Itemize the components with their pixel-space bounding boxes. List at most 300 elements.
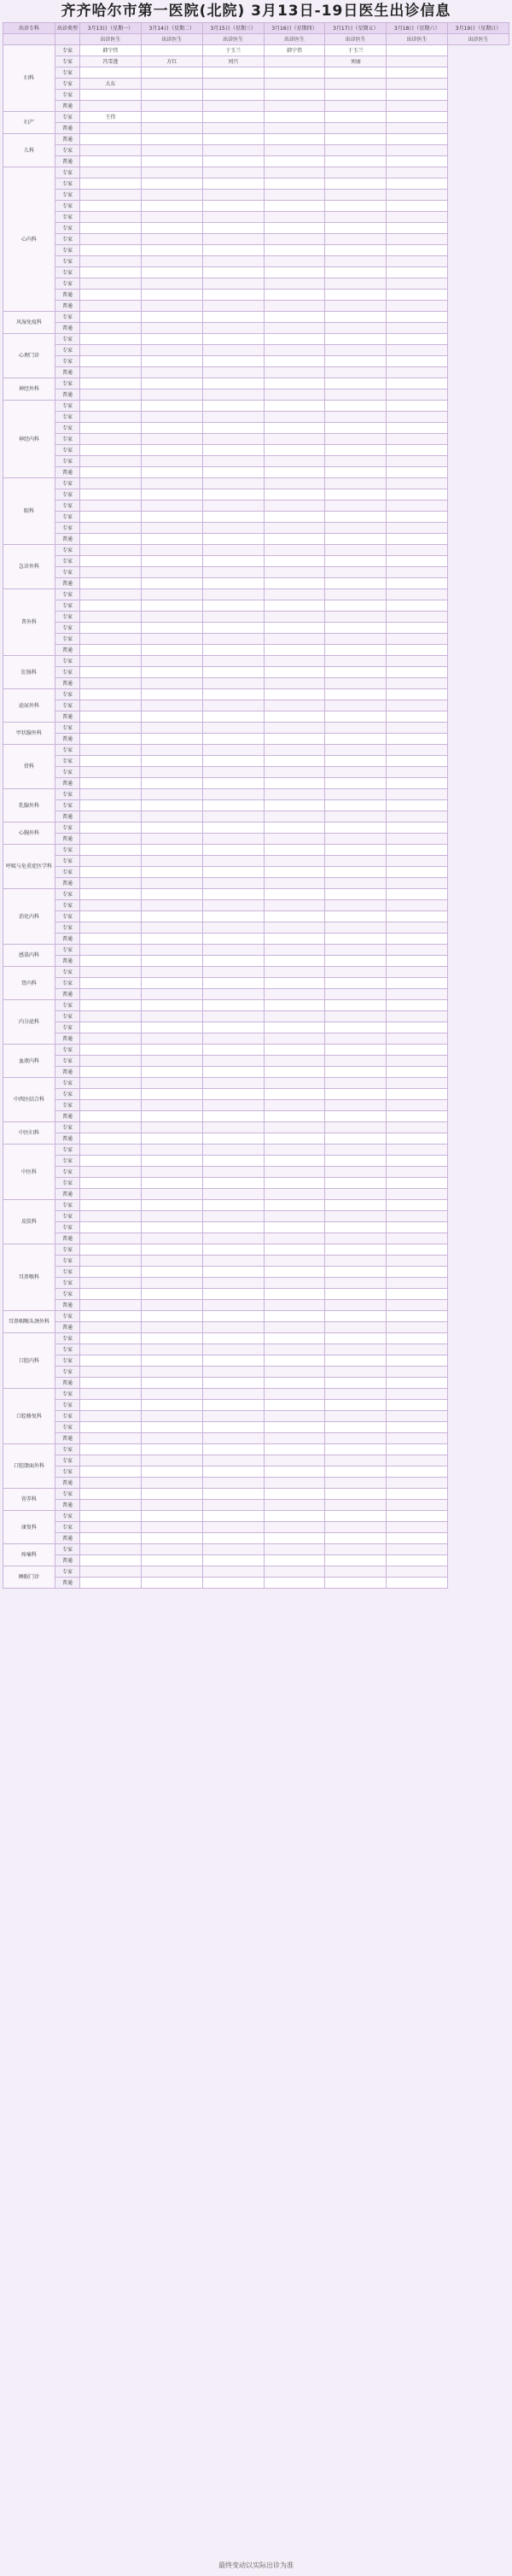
doctor-cell [80,501,142,512]
doctor-cell [387,1167,448,1178]
type-cell: 专家 [55,667,80,678]
table-row [3,967,509,978]
doctor-cell [80,1111,142,1122]
doctor-cell [325,911,387,922]
doctor-cell [325,389,387,401]
type-cell: 专家 [55,589,80,600]
doctor-cell [202,645,264,656]
schedule-table [3,22,509,1589]
doctor-cell [325,123,387,134]
doctor-cell [264,167,325,179]
doctor-cell [202,1067,264,1078]
doctor-cell [264,745,325,756]
table-row [3,1267,509,1278]
doctor-cell [80,978,142,989]
table-row [3,600,509,612]
doctor-cell [202,678,264,689]
table-row [3,1233,509,1244]
doctor-cell [325,467,387,478]
doctor-cell [325,1233,387,1244]
doctor-cell [387,456,448,467]
type-cell: 专家 [55,1544,80,1555]
doctor-cell [202,412,264,423]
table-row [3,1000,509,1011]
doctor-cell [264,1455,325,1467]
doctor-cell [80,1433,142,1444]
doctor-cell [141,589,202,600]
doctor-cell [80,1256,142,1267]
doctor-cell [202,90,264,101]
doctor-cell [325,501,387,512]
doctor-cell [141,45,202,56]
doctor-cell [387,1011,448,1022]
doctor-cell [387,1444,448,1455]
type-cell: 专家 [55,190,80,201]
doctor-cell [202,1467,264,1478]
table-row [3,1533,509,1544]
doctor-cell [325,1000,387,1011]
table-row [3,1256,509,1267]
type-cell: 专家 [55,556,80,567]
doctor-cell [80,1544,142,1555]
doctor-cell [325,534,387,545]
doctor-cell [80,367,142,378]
doctor-cell [202,367,264,378]
doctor-cell [264,134,325,145]
doctor-cell [141,1222,202,1233]
doctor-cell [325,134,387,145]
doctor-cell [141,889,202,900]
header-type: 出诊类型 [55,23,80,34]
doctor-cell [141,1122,202,1133]
type-cell: 普通 [55,1133,80,1145]
doctor-cell [387,767,448,778]
doctor-cell [202,834,264,845]
doctor-cell [80,534,142,545]
doctor-cell [202,689,264,700]
doctor-cell [264,478,325,489]
doctor-cell [202,278,264,290]
doctor-cell [80,1500,142,1511]
table-row [3,845,509,856]
doctor-cell [202,1400,264,1411]
doctor-cell [387,1078,448,1089]
doctor-cell [387,745,448,756]
doctor-cell [264,678,325,689]
doctor-cell [264,934,325,945]
doctor-cell [325,312,387,323]
doctor-cell [264,445,325,456]
doctor-cell [387,1500,448,1511]
doctor-cell [264,1300,325,1311]
doctor-cell [325,1089,387,1100]
type-cell: 专家 [55,523,80,534]
doctor-cell [325,678,387,689]
table-row [3,1422,509,1433]
doctor-cell [80,889,142,900]
type-cell: 普通 [55,834,80,845]
doctor-cell [80,1378,142,1389]
doctor-cell [264,645,325,656]
doctor-cell [264,56,325,67]
doctor-cell [264,334,325,345]
doctor-cell [141,767,202,778]
doctor-cell [387,623,448,634]
doctor-cell [202,878,264,889]
table-row [3,67,509,79]
doctor-cell [264,489,325,501]
doctor-cell [80,689,142,700]
type-cell: 普通 [55,1533,80,1544]
doctor-cell [202,1000,264,1011]
doctor-cell [387,1566,448,1578]
doctor-cell [264,556,325,567]
doctor-cell [202,1045,264,1056]
doctor-cell [80,745,142,756]
dept-cell: 口腔颌面外科 [3,1444,55,1489]
doctor-cell [325,67,387,79]
doctor-cell [80,578,142,589]
doctor-cell [202,1189,264,1200]
doctor-cell [387,1100,448,1111]
doctor-cell [141,245,202,256]
doctor-cell [202,156,264,167]
doctor-cell [141,1378,202,1389]
type-cell: 专家 [55,867,80,878]
doctor-cell [202,589,264,600]
doctor-cell [387,501,448,512]
doctor-cell [80,1555,142,1566]
doctor-cell [387,1178,448,1189]
type-cell: 专家 [55,978,80,989]
doctor-cell [80,1467,142,1478]
type-cell: 专家 [55,1333,80,1344]
doctor-cell [80,1489,142,1500]
doctor-cell [264,1244,325,1256]
type-cell: 专家 [55,567,80,578]
doctor-cell [387,112,448,123]
dept-cell: 耳鼻咽喉头颈外科 [3,1311,55,1333]
type-cell: 专家 [55,1256,80,1267]
doctor-cell [141,1467,202,1478]
doctor-cell [325,1011,387,1022]
doctor-cell [325,378,387,389]
doctor-cell: 方红 [141,56,202,67]
doctor-cell [80,1355,142,1367]
type-cell: 专家 [55,967,80,978]
dept-cell: 口腔修复科 [3,1389,55,1444]
doctor-cell [325,823,387,834]
table-row [3,867,509,878]
doctor-cell [387,301,448,312]
table-row [3,1344,509,1355]
doctor-cell [264,1233,325,1244]
table-row [3,1411,509,1422]
table-row [3,1022,509,1033]
doctor-cell [202,1533,264,1544]
doctor-cell [387,956,448,967]
table-row [3,145,509,156]
doctor-cell [387,312,448,323]
doctor-cell [202,1433,264,1444]
doctor-cell [80,456,142,467]
doctor-cell [202,1322,264,1333]
doctor-cell [202,256,264,267]
doctor-cell [325,756,387,767]
table-row [3,1333,509,1344]
type-cell: 专家 [55,1078,80,1089]
table-row [3,1500,509,1511]
table-row [3,523,509,534]
type-cell: 专家 [55,634,80,645]
table-row [3,1478,509,1489]
table-row [3,878,509,889]
doctor-cell [387,1211,448,1222]
doctor-cell: 韩宁伟 [80,45,142,56]
doctor-cell [80,267,142,278]
doctor-cell [141,1089,202,1100]
doctor-cell [141,1211,202,1222]
doctor-cell [325,1244,387,1256]
table-row [3,478,509,489]
subheader-cell: 出诊医生 [264,34,325,45]
doctor-cell [325,867,387,878]
table-row [3,1522,509,1533]
doctor-cell [80,600,142,612]
doctor-cell [202,700,264,711]
doctor-cell [80,811,142,823]
doctor-cell [264,323,325,334]
doctor-cell [387,345,448,356]
doctor-cell [80,667,142,678]
table-row [3,190,509,201]
doctor-cell [80,489,142,501]
doctor-cell [202,445,264,456]
table-row [3,1156,509,1167]
type-cell: 专家 [55,145,80,156]
doctor-cell [202,845,264,856]
doctor-cell [141,334,202,345]
doctor-cell [325,90,387,101]
doctor-cell [325,922,387,934]
table-row [3,334,509,345]
table-row [3,323,509,334]
doctor-cell [325,345,387,356]
doctor-cell [202,989,264,1000]
doctor-cell [264,789,325,800]
table-row [3,156,509,167]
type-cell: 专家 [55,234,80,245]
doctor-cell [264,179,325,190]
doctor-cell [264,989,325,1000]
doctor-cell [325,811,387,823]
type-cell: 专家 [55,1122,80,1133]
doctor-cell [264,1467,325,1478]
doctor-cell [80,678,142,689]
table-row [3,1078,509,1089]
doctor-cell [325,1344,387,1355]
doctor-cell [202,1111,264,1122]
type-cell: 专家 [55,1000,80,1011]
type-cell: 专家 [55,1489,80,1500]
type-cell: 专家 [55,267,80,278]
doctor-cell [387,523,448,534]
doctor-cell [141,1233,202,1244]
doctor-cell [264,756,325,767]
doctor-cell [325,745,387,756]
type-cell: 普通 [55,1322,80,1333]
type-cell: 专家 [55,278,80,290]
doctor-cell [141,167,202,179]
doctor-cell [80,1211,142,1222]
doctor-cell [264,234,325,245]
header-day: 3月14日（星期二） [141,23,202,34]
doctor-cell [325,689,387,700]
doctor-cell [80,778,142,789]
doctor-cell [80,956,142,967]
doctor-cell [202,1333,264,1344]
doctor-cell [264,1578,325,1589]
doctor-cell [80,179,142,190]
table-row [3,1200,509,1211]
doctor-cell [141,1400,202,1411]
doctor-cell [141,1478,202,1489]
doctor-cell [325,1178,387,1189]
dept-cell: 呼吸与危重症医学科 [3,845,55,889]
doctor-cell [141,1355,202,1367]
doctor-cell [387,101,448,112]
type-cell: 普通 [55,1433,80,1444]
table-row [3,234,509,245]
table-row [3,201,509,212]
doctor-cell [325,767,387,778]
doctor-cell [387,467,448,478]
doctor-cell [387,123,448,134]
doctor-cell [202,911,264,922]
doctor-cell [141,1200,202,1211]
type-cell: 专家 [55,767,80,778]
dept-cell: 儿科 [3,134,55,167]
type-cell: 专家 [55,945,80,956]
doctor-cell [202,600,264,612]
doctor-cell [141,1544,202,1555]
doctor-cell [80,1300,142,1311]
doctor-cell [202,145,264,156]
doctor-cell [80,1389,142,1400]
doctor-cell [141,745,202,756]
table-row [3,534,509,545]
dept-cell: 心理门诊 [3,334,55,378]
doctor-cell [387,934,448,945]
type-cell: 普通 [55,578,80,589]
header-day: 3月15日（星期三） [202,23,264,34]
type-cell: 普通 [55,734,80,745]
doctor-cell [141,179,202,190]
type-cell: 专家 [55,1145,80,1156]
doctor-cell [264,1411,325,1422]
dept-cell: 泌尿外科 [3,689,55,723]
doctor-cell [387,234,448,245]
type-cell: 专家 [55,489,80,501]
doctor-cell [141,489,202,501]
subheader-cell: 出诊医生 [448,34,509,45]
doctor-cell [264,922,325,934]
doctor-cell [141,79,202,90]
doctor-cell [264,145,325,156]
doctor-cell [264,123,325,134]
doctor-cell [387,1355,448,1367]
doctor-cell [141,1411,202,1422]
doctor-cell [202,423,264,434]
doctor-cell [80,545,142,556]
doctor-cell [202,778,264,789]
doctor-cell [202,212,264,223]
doctor-cell [202,1178,264,1189]
table-row [3,1089,509,1100]
doctor-cell [80,101,142,112]
doctor-cell [202,978,264,989]
doctor-cell [141,323,202,334]
doctor-cell [80,190,142,201]
doctor-cell [141,123,202,134]
type-cell: 普通 [55,989,80,1000]
doctor-cell [202,889,264,900]
doctor-cell [202,800,264,811]
doctor-cell [264,767,325,778]
type-cell: 专家 [55,212,80,223]
doctor-cell [202,1300,264,1311]
dept-cell: 急诊外科 [3,545,55,589]
doctor-cell [202,334,264,345]
doctor-cell [264,600,325,612]
table-row [3,90,509,101]
table-row [3,1278,509,1289]
type-cell: 专家 [55,700,80,711]
type-cell: 专家 [55,856,80,867]
doctor-cell [141,1045,202,1056]
doctor-cell [141,389,202,401]
doctor-cell [202,312,264,323]
type-cell: 专家 [55,245,80,256]
doctor-cell [80,1444,142,1455]
doctor-cell [264,523,325,534]
doctor-cell [387,1333,448,1344]
doctor-cell [387,434,448,445]
type-cell: 专家 [55,723,80,734]
doctor-cell [387,1344,448,1355]
table-row [3,223,509,234]
doctor-cell [80,478,142,489]
doctor-cell [325,1533,387,1544]
doctor-cell [264,878,325,889]
type-cell: 普通 [55,323,80,334]
doctor-cell [387,1511,448,1522]
table-row [3,1011,509,1022]
doctor-cell [202,1089,264,1100]
table-row [3,723,509,734]
table-row [3,1189,509,1200]
doctor-cell [387,1122,448,1133]
doctor-cell [325,1422,387,1433]
type-cell: 专家 [55,1022,80,1033]
doctor-cell [141,212,202,223]
table-row [3,1178,509,1189]
table-row [3,1244,509,1256]
doctor-cell [202,167,264,179]
doctor-cell [141,711,202,723]
doctor-cell [387,267,448,278]
dept-cell: 神经外科 [3,378,55,401]
